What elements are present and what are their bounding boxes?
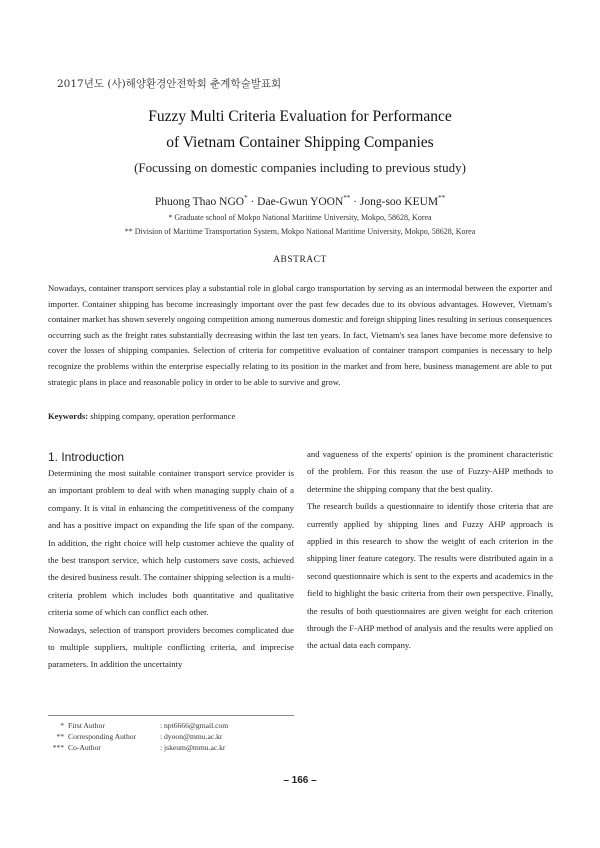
author-separator: · <box>350 195 360 208</box>
affiliation-2: ** Division of Maritime Transportation System, Mokpo National Maritime University, Mokpo, 58628, Korea <box>124 227 476 236</box>
author-mark: ** <box>438 194 446 202</box>
title-line-1: Fuzzy Multi Criteria Evaluation for Performance <box>148 108 452 125</box>
footnotes <box>48 720 228 753</box>
body-paragraph: and vagueness of the experts' opinion is the prominent characteristic of the problem. For this reason the use of Fuzzy-AHP methods to determine the shipping company that the best quality. <box>307 449 553 494</box>
running-head: 2017년도 (사)해양환경안전학회 춘계학술발표회 <box>57 78 282 90</box>
footnote-email: : jskeum@mmu.ac.kr <box>160 743 226 752</box>
abstract-heading: ABSTRACT <box>273 255 327 265</box>
footnote-label: First Author <box>68 721 105 730</box>
author-name: Jong-soo KEUM <box>359 195 439 208</box>
footnote-label: Co-Author <box>68 743 101 752</box>
page-number: – 166 – <box>283 775 317 786</box>
body-paragraph: Nowadays, selection of transport providers becomes complicated due to multiple suppliers, multiple conflicting criteria, and imprecise parameters. In addition the uncertainty <box>48 624 294 670</box>
section-heading-introduction: 1. Introduction <box>48 450 125 464</box>
body-paragraph: Determining the most suitable container transport service provider is an important problem to deal with when managing supply chain of a company. It is vital in enhancing the competitiveness of the company and has a positive impact on expanding the life span of the company. In addition, the right choice will help customer achieve the quality of the best transport service, which help customers save costs, achieved the desired business result. The container shipping selection is a multi-criteria problem which includes both quantitative and qualitative criteria some of which can conflict each other. <box>48 468 294 618</box>
author-mark: ** <box>343 194 351 202</box>
footnote-mark: ** <box>56 732 64 741</box>
body-paragraph: The research builds a questionnaire to identify those criteria that are currently applied by shipping lines and Fuzzy AHP approach is applied in this research to show the weight of each criterion in the shipping liner feature category. The results were distributed again in a second questionnaire which is sent to the experts and academics in the field to highlight the basic criteria from their own perspective. Finally, the results of both questionnaires are given weight for each criterion through the F-AHP method of analysis and the results were applied on the actual data each company. <box>307 501 553 651</box>
author-separator: · <box>247 195 258 208</box>
footnote-mark: * <box>60 721 64 730</box>
left-column <box>48 465 294 674</box>
keywords-text: shipping company, operation performance <box>90 411 236 421</box>
abstract-text: Nowadays, container transport services play a substantial role in global cargo transportation by serving as an intermodal between the exporter and importer. Container shipping has become increasingly important over the past few decades due to its obvious advantages. However, Vietnam's container market has shown severely ongoing competition among numerous domestic and foreign shipping lines resulting in serious consequences occurring such as the freight rates substantially decreasing within the last ten years. In fact, Vietnam's sea lanes have become more defensive to cover the losses of shipping companies. Selection of criteria for competitive evaluation of container transport companies is necessary to help recognize the problems within the enterprise especially relating to its position in the market and from here, business management are able to put strategic plans in place and reasonable policy in order to be able to survive and grow. <box>48 283 552 387</box>
author-name: Dae-Gwun YOON <box>257 195 344 208</box>
author-name: Phuong Thao NGO <box>154 195 245 208</box>
author-list <box>0 194 600 208</box>
right-column <box>307 446 553 655</box>
keywords-label: Keywords: <box>48 411 89 421</box>
footnote <box>48 720 228 731</box>
title-line-2: of Vietnam Container Shipping Companies <box>166 134 434 151</box>
footnote-mark: *** <box>52 743 64 752</box>
footnote-email: : npt6666@gmail.com <box>160 721 229 730</box>
footnote-label: Corresponding Author <box>68 732 137 741</box>
author-mark: * <box>244 194 248 202</box>
subtitle: (Focussing on domestic companies including to previous study) <box>134 160 466 175</box>
footnote <box>48 742 228 753</box>
keywords <box>48 411 235 421</box>
footnote-email: : dyoon@mmu.ac.kr <box>160 732 223 741</box>
affiliation-1: * Graduate school of Mokpo National Maritime University, Mokpo, 58628, Korea <box>168 213 432 222</box>
footnote-divider <box>48 715 294 716</box>
footnote <box>48 731 228 742</box>
